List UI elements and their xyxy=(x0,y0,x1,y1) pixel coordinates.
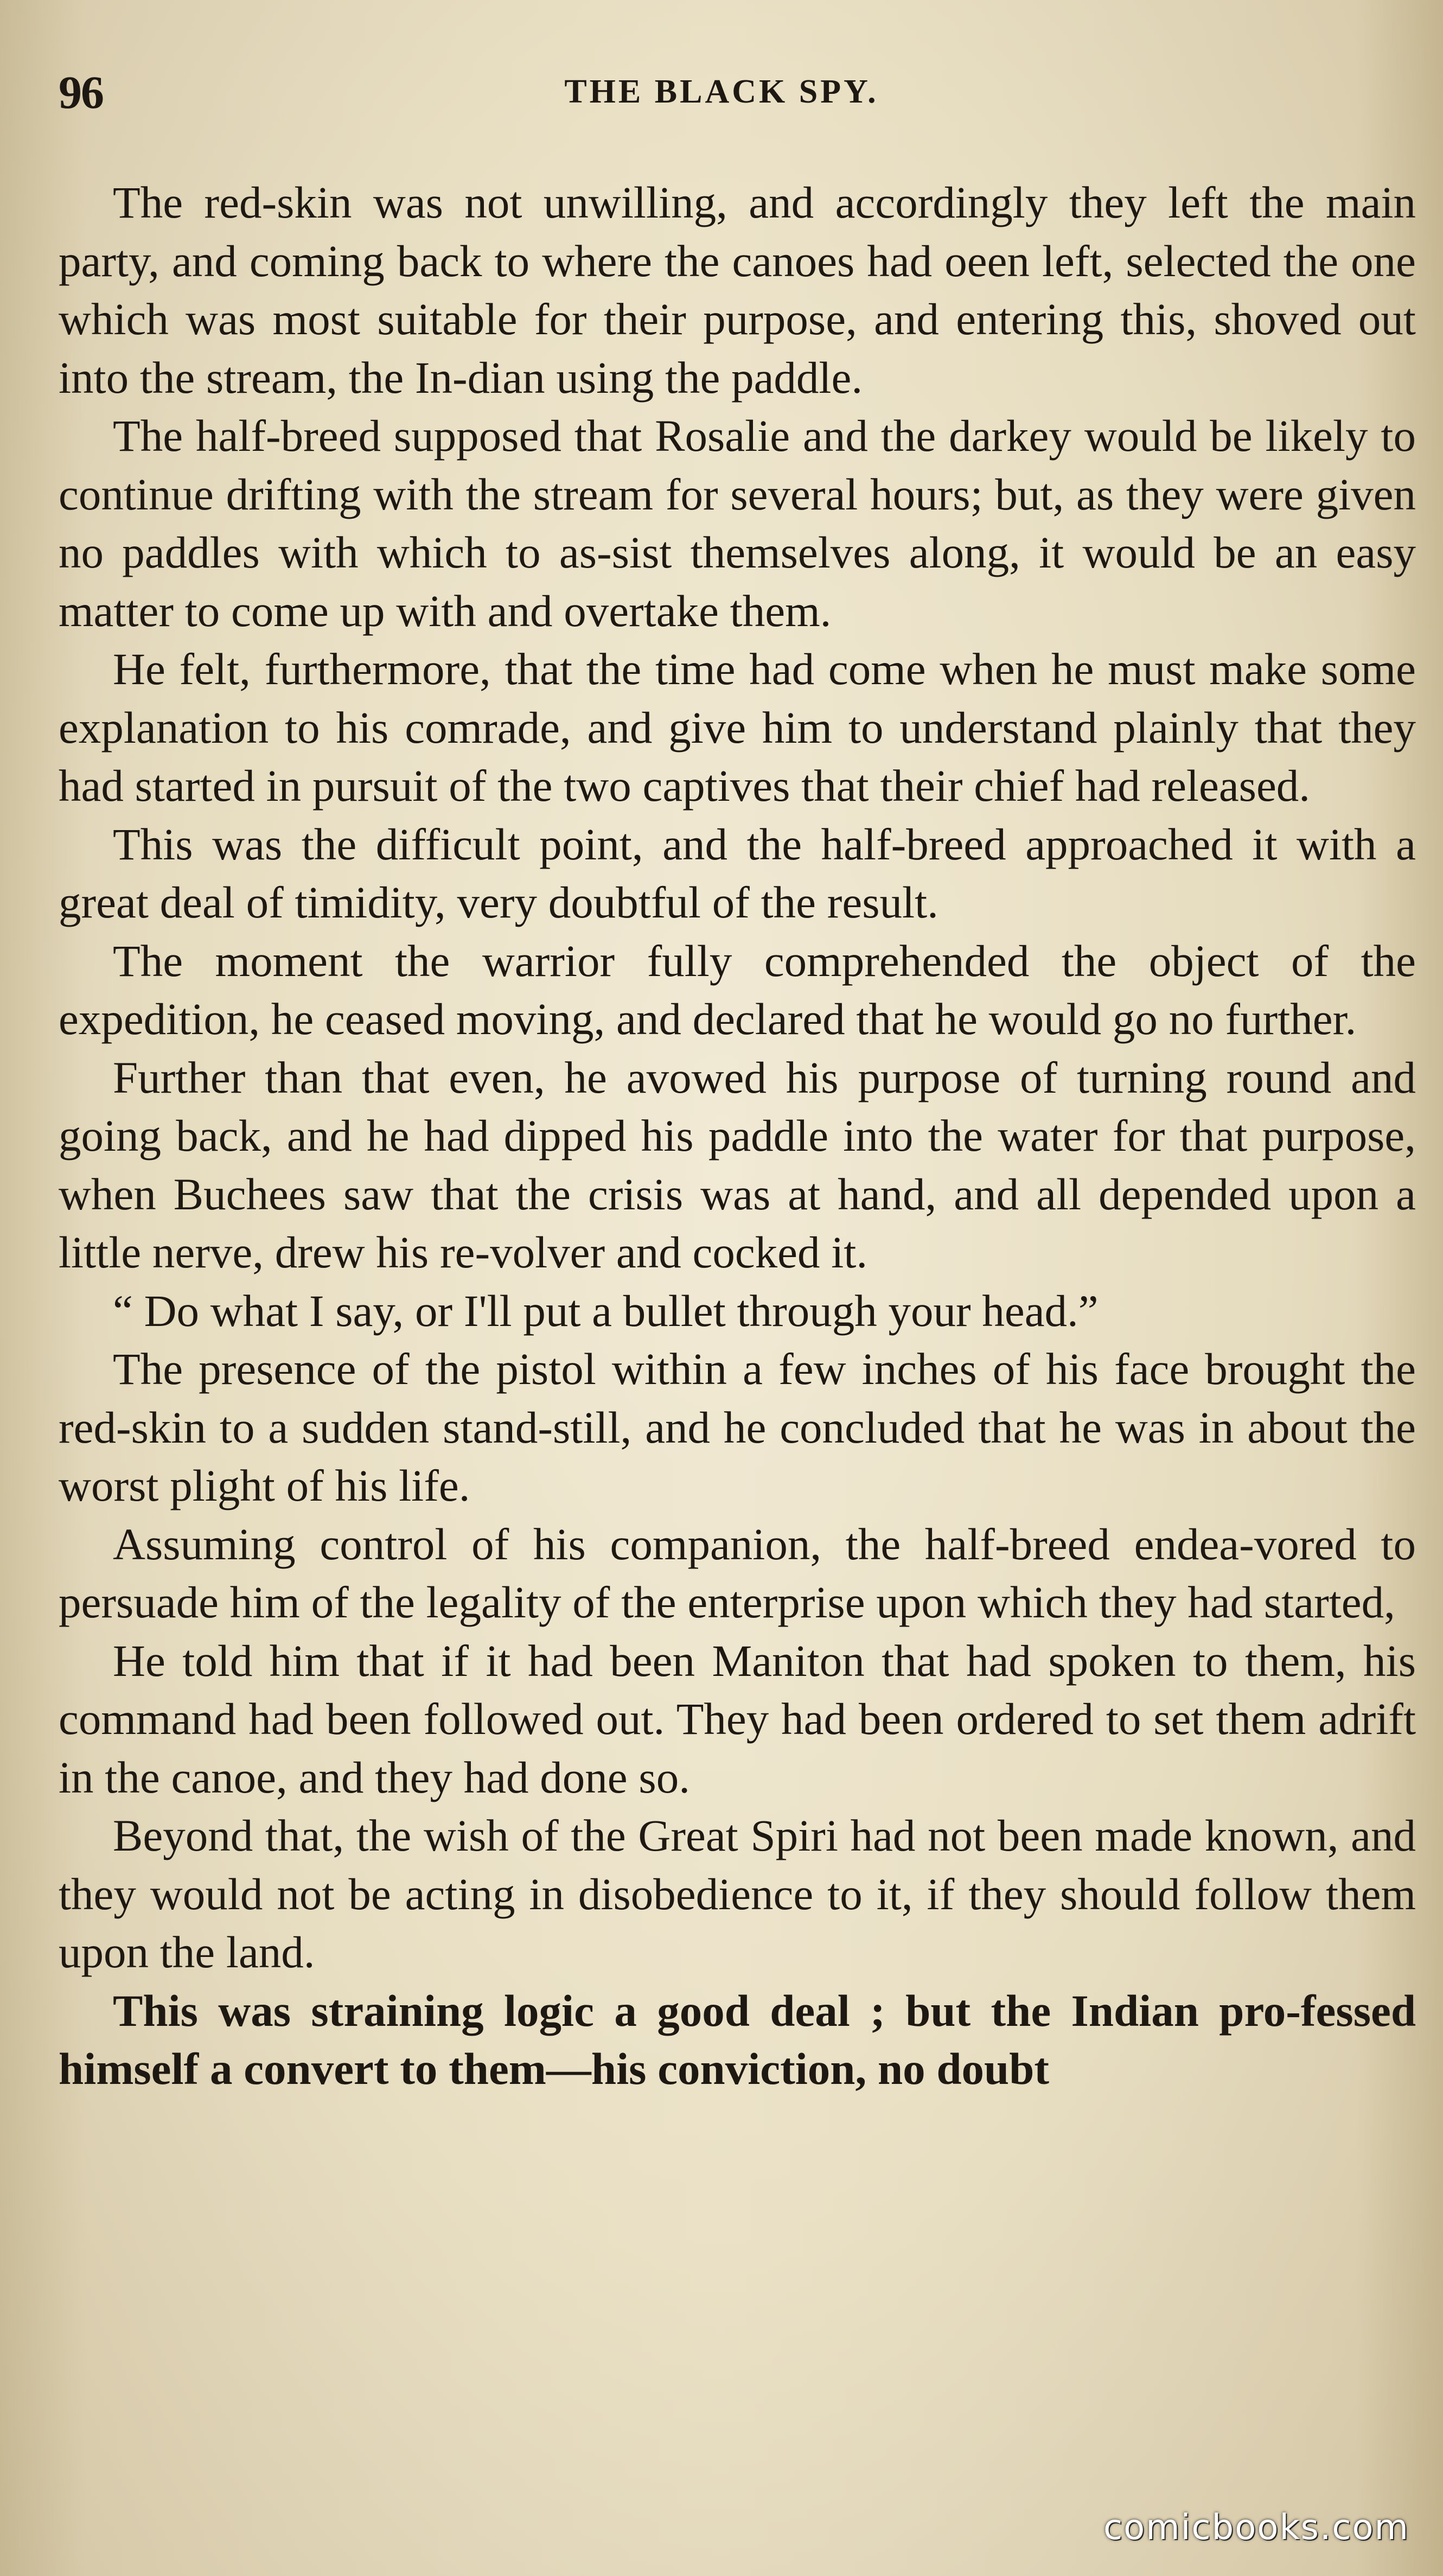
paragraph: The red-skin was not unwilling, and accordingly they left the main party, and coming back to where the canoes had oeen left, selected the one which was most suitable for their purpose, and entering this, shoved out into the stream, the In-dian using the paddle. xyxy=(59,177,1416,403)
paragraph: The half-breed supposed that Rosalie and the darkey would be likely to continue drifting with the stream for several hours; but, as they were given no paddles with which to as-sist themselves along, it would be an easy matter to come up with and overtake them. xyxy=(59,411,1416,636)
page-number: 96 xyxy=(59,66,103,118)
paragraph: He told him that if it had been Maniton that had spoken to them, his command had been followed out. They had been ordered to set them adrift in the canoe, and they had done so. xyxy=(59,1635,1416,1802)
paragraph: Assuming control of his companion, the half-breed endea-vored to persuade him of the legality of the enterprise upon which they had started, xyxy=(59,1519,1416,1627)
paragraph: Further than that even, he avowed his purpose of turning round and going back, and he had dipped his paddle into the water for that purpose, when Buchees saw that the crisis was at hand, and all depended upon a little nerve, drew his re-volver and cocked it. xyxy=(59,1052,1416,1277)
paragraph: He felt, furthermore, that the time had come when he must make some explanation to his comrade, and give him to understand plainly that they had started in pursuit of the two captives that their chief had released. xyxy=(59,644,1416,811)
page-header xyxy=(0,65,1443,125)
paragraph: The moment the warrior fully comprehended the object of the expedition, he ceased moving, and declared that he would go no further. xyxy=(59,935,1416,1044)
body-text xyxy=(59,174,1416,2099)
paragraph: Beyond that, the wish of the Great Spiri had not been made known, and they would not be acting in disobedience to it, if they should follow them upon the land. xyxy=(59,1810,1416,1977)
running-head: THE BLACK SPY. xyxy=(564,73,879,110)
paragraph: The presence of the pistol within a few inches of his face brought the red-skin to a sudden stand-still, and he concluded that he was in about the worst plight of his life. xyxy=(59,1344,1416,1510)
paragraph: This was straining logic a good deal ; but the Indian pro-fessed himself a convert to them—his conviction, no doubt xyxy=(59,1985,1416,2094)
paragraph: This was the difficult point, and the half-breed approached it with a great deal of timidity, very doubtful of the result. xyxy=(59,819,1416,927)
watermark: comicbooks.com xyxy=(1103,2508,1409,2548)
quoted-speech: “ Do what I say, or I'll put a bullet through your head.” xyxy=(113,1285,1099,1336)
